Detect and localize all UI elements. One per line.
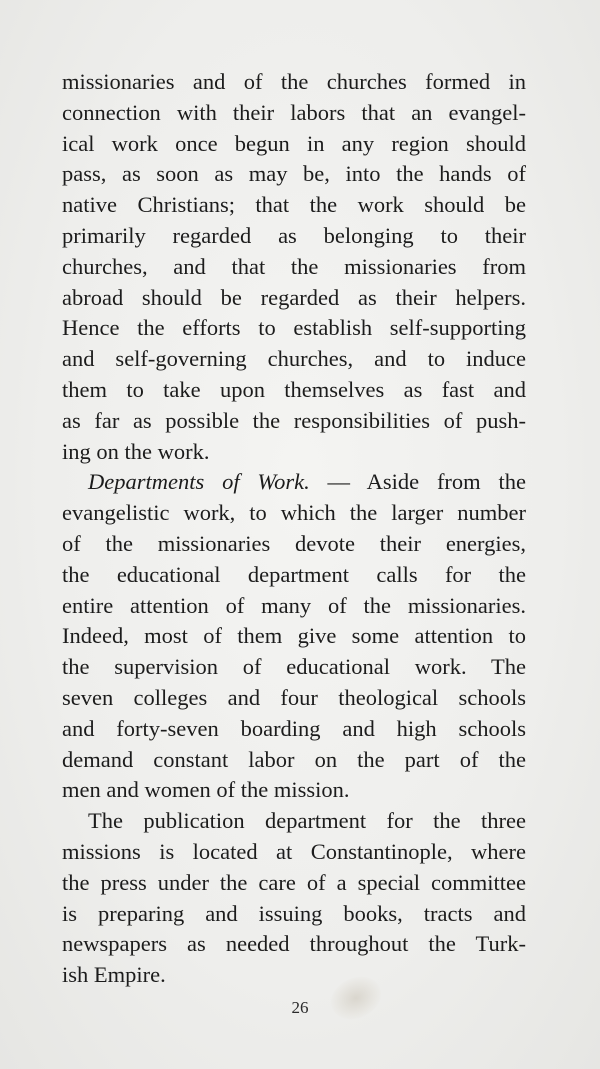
text-line: newspapers as needed throughout the Turk- <box>62 931 526 957</box>
text-line: them to take upon themselves as fast and <box>62 376 526 402</box>
text-line: ish Empire. <box>62 962 166 988</box>
text-line: the supervision of educational work. The <box>62 654 526 680</box>
text-line: of the missionaries devote their energies, <box>62 530 526 556</box>
section-heading: Departments of Work. <box>88 469 310 495</box>
text-line: evangelistic work, to which the larger number <box>62 500 526 526</box>
text-line: missionaries and of the churches formed in <box>62 69 526 94</box>
text-line: missions is located at Constantinople, where <box>62 838 526 864</box>
text-line: entire attention of many of the missionaries. <box>62 592 526 618</box>
text-line: is preparing and issuing books, tracts and <box>62 900 526 926</box>
text-line: native Christians; that the work should be <box>62 192 526 218</box>
text-line: churches, and that the missionaries from <box>62 253 526 279</box>
paragraph-departments-of-work <box>62 467 526 806</box>
body-text <box>62 67 526 991</box>
text-line: Hence the efforts to establish self-supporting <box>62 315 526 341</box>
text-line: abroad should be regarded as their helpers. <box>62 284 526 310</box>
page-number: 26 <box>291 998 309 1017</box>
text-line: demand constant labor on the part of the <box>62 746 526 772</box>
text-line: and self-governing churches, and to induce <box>62 346 526 372</box>
text-line: the press under the care of a special committee <box>62 869 526 895</box>
text-line: men and women of the mission. <box>62 777 350 803</box>
paragraph-continuation <box>62 67 526 467</box>
text-line: Indeed, most of them give some attention to <box>62 623 526 649</box>
text-fragment: — Aside from the <box>309 469 526 495</box>
text-line: primarily regarded as belonging to their <box>62 222 526 248</box>
text-line: and forty-seven boarding and high schools <box>62 715 526 741</box>
text-line: ical work once begun in any region should <box>62 130 526 156</box>
text-line: pass, as soon as may be, into the hands of <box>62 161 526 187</box>
text-line: The publication department for the three <box>88 808 526 834</box>
text-line: the educational department calls for the <box>62 561 526 587</box>
text-line-with-heading <box>62 467 526 498</box>
text-line: ing on the work. <box>62 438 210 464</box>
text-line: seven colleges and four theological schools <box>62 684 526 710</box>
text-line: as far as possible the responsibilities of push- <box>62 407 526 433</box>
paragraph-publication <box>62 806 526 991</box>
text-line: connection with their labors that an evangel- <box>62 99 526 125</box>
